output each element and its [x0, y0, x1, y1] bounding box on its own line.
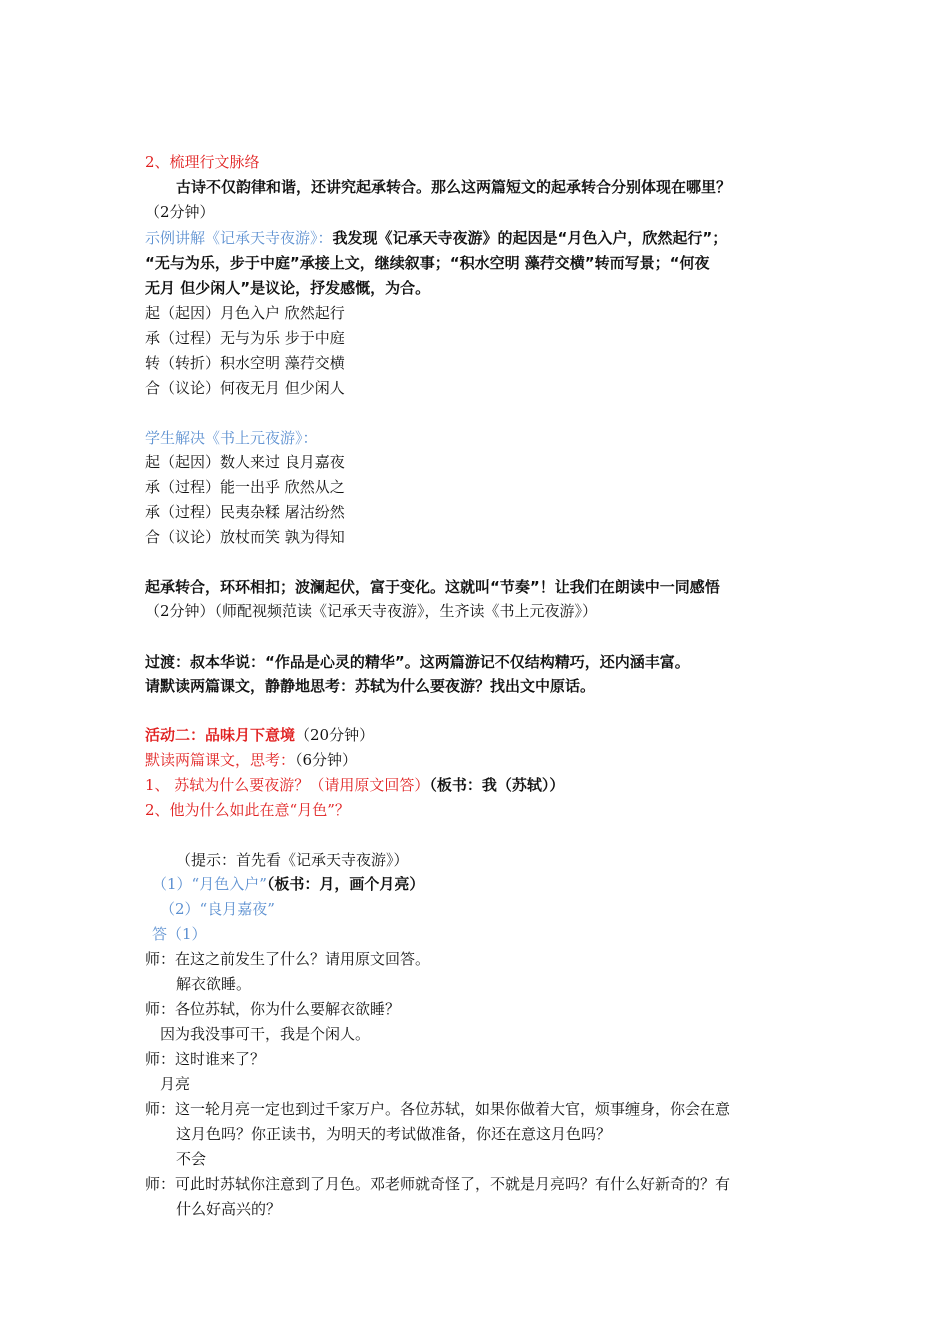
- structure-item: 承（过程）无与为乐 步于中庭: [145, 329, 345, 347]
- time-note: （2分钟）: [145, 203, 215, 221]
- structure-item: 承（过程）民夷杂糅 屠沽纷然: [145, 503, 345, 521]
- structure-item: 合（议论）放杖而笑 孰为得知: [145, 528, 345, 546]
- reading-task-time: （6分钟）: [295, 751, 358, 769]
- example-text-cont: 无月 但少闲人”是议论，抒发感慨，为合。: [145, 279, 431, 297]
- reading-task: [145, 748, 357, 772]
- point-1: [152, 872, 424, 896]
- structure-item: 起（起因）数人来过 良月嘉夜: [145, 453, 345, 471]
- activity-time: （20分钟）: [295, 726, 375, 744]
- structure-item: 起（起因）月色入户 欣然起行: [145, 304, 345, 322]
- dialogue-student: 月亮: [160, 1075, 191, 1093]
- dialogue-teacher: 师：这一轮月亮一定也到过千家万户。各位苏轼，如果你做着大官，烦事缠身，你会在意: [145, 1100, 731, 1118]
- example-line: [145, 226, 727, 250]
- hint-text: （提示：首先看《记承天寺夜游》）: [176, 851, 409, 869]
- section-heading: 2、梳理行文脉络: [145, 153, 260, 171]
- question-2: 2、他为什么如此在意“月色”？: [145, 801, 350, 819]
- blackboard-note: （板书：月，画个月亮）: [266, 875, 425, 893]
- question-1: [145, 773, 564, 797]
- student-heading: 学生解决《书上元夜游》：: [145, 429, 318, 447]
- question-1-text: 1、 苏轼为什么要夜游？（请用原文回答）: [145, 776, 430, 794]
- reading-note: （2分钟）（师配视频范读《记承天寺夜游》，生齐读《书上元夜游》）: [145, 602, 598, 620]
- transition-text: 过渡：叔本华说：“作品是心灵的精华”。这两篇游记不仅结构精巧，还内涵丰富。: [145, 653, 690, 671]
- structure-item: 合（议论）何夜无月 但少闲人: [145, 379, 345, 397]
- structure-item: 承（过程）能一出乎 欣然从之: [145, 478, 345, 496]
- reading-task-text: 默读两篇课文，思考：: [145, 751, 296, 769]
- dialogue-teacher: 师：这时谁来了？: [145, 1050, 266, 1068]
- transition-text: 请默读两篇课文，静静地思考：苏轼为什么要夜游？找出文中原话。: [145, 677, 596, 695]
- dialogue-teacher-cont: 什么好高兴的？: [176, 1200, 282, 1218]
- summary-text: 起承转合，环环相扣；波澜起伏，富于变化。这就叫“节奏”！让我们在朗读中一同感悟: [145, 578, 720, 596]
- dialogue-teacher-cont: 这月色吗？你正读书，为明天的考试做准备，你还在意这月色吗？: [176, 1125, 612, 1143]
- activity-heading: [145, 723, 374, 747]
- dialogue-teacher: 师：在这之前发生了什么？请用原文回答。: [145, 950, 431, 968]
- dialogue-student: 因为我没事可干，我是个闲人。: [160, 1025, 371, 1043]
- structure-item: 转（转折）积水空明 藻荇交横: [145, 354, 345, 372]
- dialogue-student: 解衣欲睡。: [176, 975, 252, 993]
- activity-title: 活动二：品味月下意境: [145, 726, 296, 744]
- dialogue-teacher: 师：各位苏轼，你为什么要解衣欲睡？: [145, 1000, 401, 1018]
- point-1-text: （1）“月色入户”: [152, 875, 267, 893]
- dialogue-teacher: 师：可此时苏轼你注意到了月色。邓老师就奇怪了，不就是月亮吗？有什么好新奇的？有: [145, 1175, 731, 1193]
- point-2: （2）“良月嘉夜”: [160, 900, 275, 918]
- intro-question: 古诗不仅韵律和谐，还讲究起承转合。那么这两篇短文的起承转合分别体现在哪里？: [176, 178, 732, 196]
- dialogue-student: 不会: [176, 1150, 207, 1168]
- answer-label: 答（1）: [152, 925, 207, 943]
- example-label: 示例讲解《记承天寺夜游》：: [145, 229, 333, 247]
- example-text: 我发现《记承天寺夜游》的起因是“月色入户，欣然起行”；: [332, 229, 728, 247]
- example-text-cont: “无与为乐，步于中庭”承接上文，继续叙事；“积水空明 藻荇交横”转而写景；“何夜: [145, 254, 710, 272]
- blackboard-note: （板书：我（苏轼））: [429, 776, 565, 794]
